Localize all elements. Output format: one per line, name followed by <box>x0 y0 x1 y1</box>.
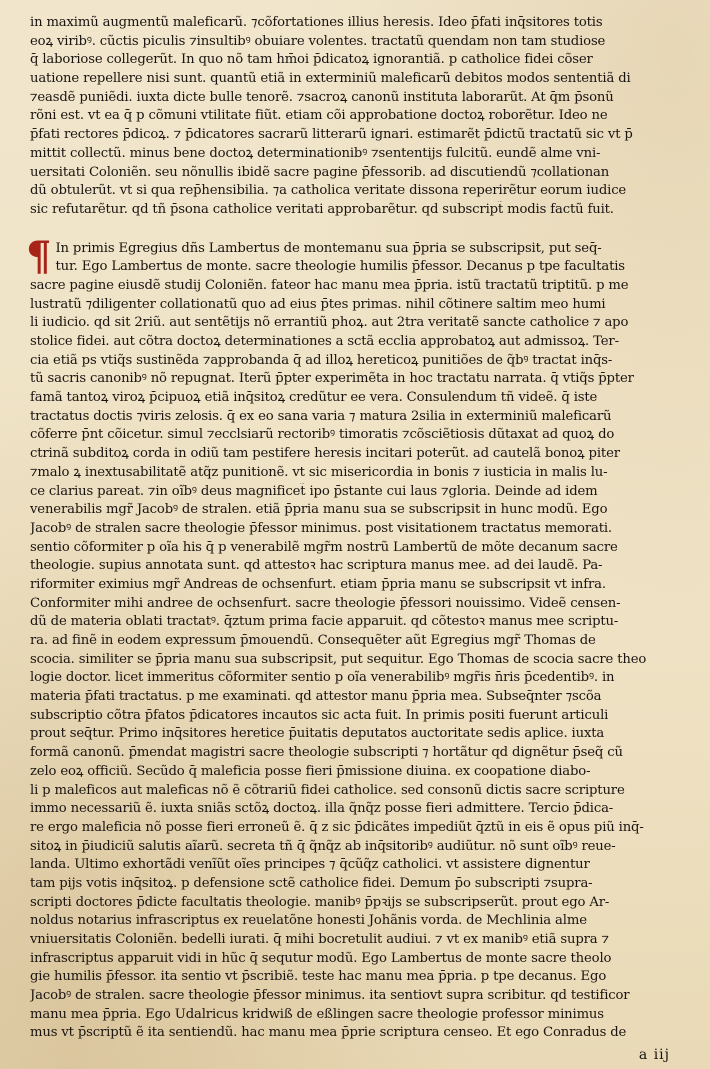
text-line: Jacobꝰ de stralen sacre theologie p̄fessor minimus. post visitationem tractatus memorati. <box>30 520 612 536</box>
text-line: noldus notarius infrascriptus ex reuelatõne honesti Johãnis vorda. de Mechlinia alme <box>30 913 587 929</box>
text-line: landa. Ultimo exhortãdi venĩũt oĩes principes ⁊ q̄cũq̃z catholici. vt assistere dignentur <box>30 857 590 873</box>
text-line: formã canonũ. p̄mendat magistri sacre theologie subscripti ⁊ hortãtur qd̄ dignẽtur p̄seq̃ cũ <box>30 745 623 761</box>
text-line: ⁊easdẽ puniẽdi. iuxta dicte bulle tenorẽ. ⁊sacroꝝ canonũ instituta laborarũt. At q̄m p̄sonũ <box>30 89 614 105</box>
text-line: re ergo maleficia nõ posse fieri erroneũ ẽ. q̄ z sic p̄dicãtes impediũt q̄ztũ in eis ẽ opus piũ inq̄- <box>30 819 644 835</box>
text-line: scripti doctores p̄dicte facultatis theologie. manibꝰ p̄pꝛijs se subscripserũt. prout ego Ar- <box>30 894 610 910</box>
text-line: prout seq̄tur. Primo inq̄sitores heretice p̄uitatis deputatos auctoritate sedis aplice. iuxta <box>30 726 605 742</box>
paragraph-2 <box>26 232 688 1044</box>
text-line: uatione repellere nisi sunt. quantũ etiã in exterminiũ maleficarũ debitos modos sententiã di <box>30 71 631 87</box>
text-line: zelo eoꝝ officiũ. Secũdo q̄ maleficia posse fieri p̄missione diuina. ex coopatione diabo- <box>30 763 591 779</box>
text-line: ce clarius pareat. ⁊in oĩbꝰ deus magnificet̃ ipo p̄stante cui laus ⁊gloria. Deinde ad idem <box>30 483 598 499</box>
text-line: logie doctor. licet immeritus cõformiter sentio p oĩa venerabilibꝰ mgr̃is n̄ris p̄cedentibꝰ. in <box>30 670 615 686</box>
text-line: venerabilis mgr̃ Jacobꝰ de stralen. etiã p̄pria manu sua se subscripsit in hunc modũ. Ego <box>30 502 608 518</box>
text-line: tractatus doctis ⁊viris zelosis. q̄ ex eo sana varia ⁊ matura 2silia in exterminiũ maleficarũ <box>30 408 612 424</box>
text-line: Jacobꝰ de stralen. sacre theologie p̄fessor minimus. ita sentiovt supra scribitur. qd̄ testificor <box>30 988 630 1004</box>
paragraph-1 <box>30 14 688 220</box>
text-line: eoꝝ viribꝰ. cũctis piculis ⁊insultibꝰ obuiare volentes. tractatũ quendam non tam studiose <box>30 33 606 49</box>
text-line: riformiter eximius mgr̃ Andreas de ochsenfurt. etiam p̄pria manu se subscripsit vt infra. <box>30 576 606 592</box>
text-line: manu mea p̄pria. Ego Udalricus kridwiß de eßlingen sacre theologie professor minimus <box>30 1006 604 1022</box>
signature-mark: a iij <box>638 1047 670 1063</box>
text-line: stolice fidei. aut cõtra doctoꝝ determinationes a sctã ecclia approbatoꝝ aut admissoꝝ. Ter- <box>30 334 619 349</box>
text-line: q̄ laboriose collegerũt. In quo nõ tam hm̄oi p̄dicatoꝝ ignorantiã. p catholice fidei cõser <box>30 52 593 68</box>
text-line: In primis Egregius dñs Lambertus de montemanu sua p̄pria se subscripsit, put seq̄- <box>55 240 602 256</box>
text-line: mus vt p̄scriptũ ẽ ita sentiendũ. hac manu mea p̄prie scriptura censeo. Et ego Conradus de <box>30 1025 627 1041</box>
text-line: ra. ad finẽ in eodem expressum p̄mouendũ. Consequẽter aũt Egregius mgr̃ Thomas de <box>30 633 596 648</box>
text-line: sacre pagine eiusdẽ studij Coloniẽn. fateor hac manu mea p̄pria. istũ tractatũ triptitũ. p me <box>30 277 629 293</box>
text-line: sentio cõformiter p oĩa his q̄ p venerabilẽ mgr̃m nostrũ Lambertũ de mõte decanum sacre <box>30 539 618 555</box>
text-line: in maximũ augmentũ maleficarũ. ⁊cõfortationes illius heresis. Ideo p̄fati inq̄sitores totis <box>30 15 603 30</box>
text-line: p̄fati rectores p̄dicoꝝ. ⁊ p̄dicatores sacrarũ litterarũ ignari. estimarẽt p̄dictũ tractatũ sic vt p̄ <box>30 127 633 143</box>
text-line: theologie. supius annotata sunt. qd̄ attestoꝛ hac scriptura manus mee. ad dei laudẽ. Pa- <box>30 558 603 574</box>
text-line: famã tantoꝝ viroꝝ p̄cipuoꝝ etiã inq̄sitoꝝ credũtur ee vera. Consulendum tñ videẽ. q̄ iste <box>30 390 598 406</box>
text-line: scocia. similiter se p̄pria manu sua subscripsit, put sequitur. Ego Thomas de scocia sacre theo <box>30 651 647 667</box>
text-line: sic refutarẽtur. qd̄ tñ p̄sona catholice veritati approbarẽtur. qd̄ subscript̃ modis factũ fuit. <box>30 201 614 217</box>
text-line: ctrinã subditoꝝ corda in odiũ tam pestifere heresis incitari poterũt. ad cautelã bonoꝝ piter <box>30 446 620 462</box>
text-line: infrascriptus apparuit vidi in hũc q̄ sequtur modũ. Ego Lambertus de monte sacre theolo <box>30 950 612 966</box>
text-line: ⁊malo ꝝ inextusabilitatẽ atq̃z punitionẽ. vt sic misericordia in bonis ⁊ iusticia in malis lu- <box>30 464 608 480</box>
text-line: li p maleficos aut maleficas nõ ẽ cõtrariũ fidei catholice. sed consonũ dictis sacre scripture <box>30 782 625 798</box>
text-line: gie humilis p̄fessor. ita sentio vt p̄scribiẽ. teste hac manu mea p̄pria. p tpe decanus. Ego <box>30 969 607 985</box>
text-line: immo necessariũ ẽ. iuxta sniãs sctõꝝ doctoꝝ. illa q̃nq̃z posse fieri admittere. Tercio p̄dica- <box>30 801 614 817</box>
paragraph-gap <box>30 220 688 240</box>
text-line: cõferre p̄nt cõicetur. simul ⁊ecclsiarũ rectoribꝰ timoratis ⁊cõsciẽtiosis dũtaxat ad quoꝝ do <box>30 427 615 443</box>
text-line: li iudicio. qd̄ sit 2riũ. aut sentẽtijs nõ errantiũ phoꝝ. aut 2tra veritatẽ sancte catholice ⁊ apo <box>30 315 629 331</box>
rubric-initial-mark: ¶ <box>26 232 52 280</box>
text-line: sitoꝝ in p̄iudiciũ salutis aĩarũ. secreta tñ q̄ q̃nq̃z ab inq̄sitoribꝰ audiũtur. nõ sunt oĩbꝰ reue- <box>30 838 616 854</box>
text-line: cia etiã ps vtiq̃s sustinẽda ⁊approbanda q̄ ad illoꝝ hereticoꝝ punitiões de q̃bꝰ tractat inq̄s- <box>30 352 613 368</box>
text-line: rõni est. vt ea q̄ p cõmuni vtilitate fiũt. etiam cõi approbatione doctoꝝ roborẽtur. Ideo ne <box>30 108 608 124</box>
text-line: Conformiter mihi andree de ochsenfurt. sacre theologie p̄fessori nouissimo. Videẽ censen- <box>30 595 621 611</box>
text-line: dũ obtulerũt. vt si qua rep̄hensibilia. ⁊a catholica veritate dissona reperirẽtur eorum iudice <box>30 183 627 199</box>
text-line: mittit collectũ. minus bene doctoꝝ determinationibꝰ ⁊sententijs fulcitũ. eundẽ alme vni- <box>30 145 601 161</box>
text-line: lustratũ ⁊diligenter collationatũ quo ad eius p̄tes primas. nihil cõtinere saltim meo humi <box>30 296 606 312</box>
text-line: tur. Ego Lambertus de monte. sacre theologie humilis p̄fessor. Decanus p tpe facultatis <box>55 259 625 275</box>
text-line: tam pijs votis inq̄sitoꝝ. p defensione sctẽ catholice fidei. Demum p̄o subscripti ⁊supra- <box>30 875 593 891</box>
text-line: subscriptio cõtra p̄fatos p̄dicatores incautos sic acta fuit. In primis positi fuerunt articuli <box>30 707 609 723</box>
text-line: materia p̄fati tractatus. p me examinati. qd̄ attestor manu p̄pria mea. Subseq̄nter ⁊scõa <box>30 689 602 705</box>
text-line: tũ sacris canonibꝰ nõ repugnat. Iterũ p̄pter experimẽta in hoc tractatu narrata. q̄ vtiq̃s p̄pter <box>30 371 634 387</box>
text-line: uersitati Coloniẽn. seu nõnullis ibidẽ sacre pagine p̄fessorib. ad discutiendũ ⁊collationan <box>30 164 610 180</box>
text-line: vniuersitatis Coloniẽn. bedelli iurati. q̄ mihi bocretulit audiui. ⁊ vt ex manibꝰ etiã supra ⁊ <box>30 932 609 947</box>
text-line: dũ de materia oblati tractatꝰ. q̄ztum prima facie apparuit. qd̄ cõtestoꝛ manus mee scriptu- <box>30 614 619 630</box>
